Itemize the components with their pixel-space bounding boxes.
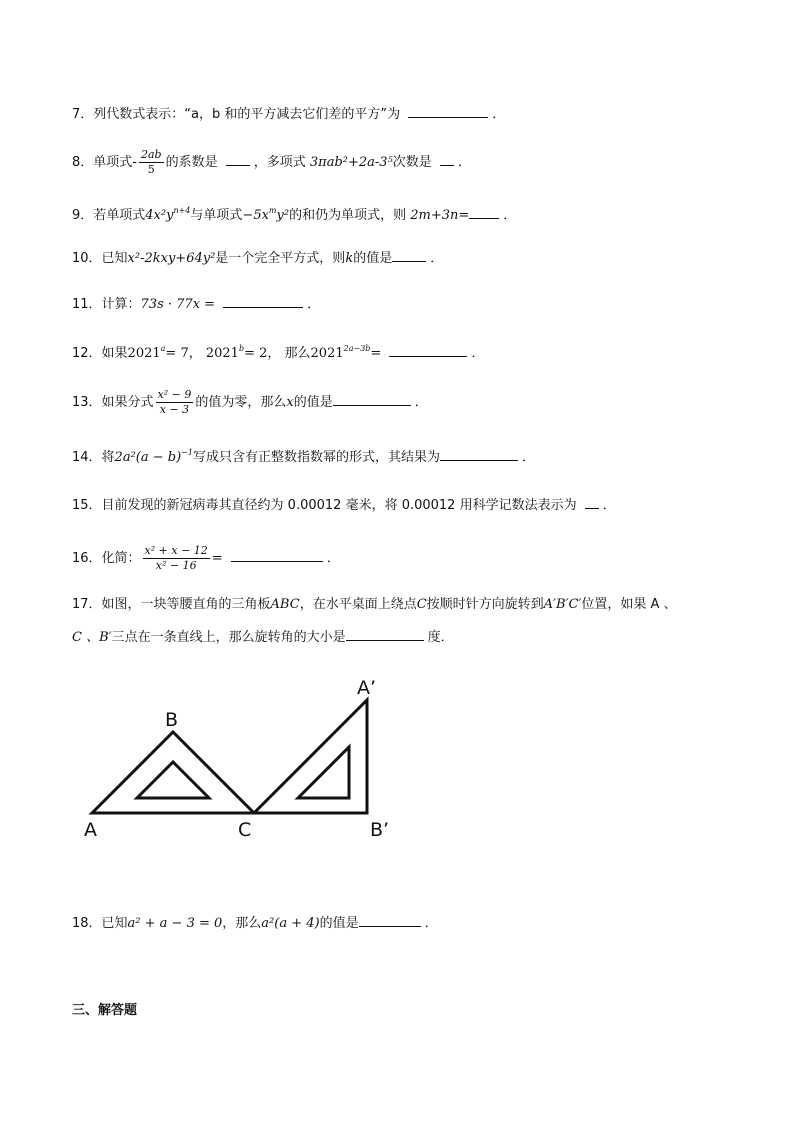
answer-blank[interactable] xyxy=(223,294,303,308)
answer-blank[interactable] xyxy=(440,447,518,461)
question-10: 10．已知x²-2kxy+64y²是一个完全平方式，则k的值是 ． xyxy=(72,248,443,268)
answer-blank[interactable] xyxy=(585,495,599,509)
question-18: 18．已知a² + a − 3 = 0，那么a²(a + 4)的值是 ． xyxy=(72,913,438,933)
question-17-line-1: 17．如图，一块等腰直角的三角板ABC，在水平桌面上绕点C按顺时针方向旋转到A′B′C′位置，如果 A 、 xyxy=(72,597,677,612)
label-a-prime: A’ xyxy=(357,677,377,699)
answer-blank[interactable] xyxy=(226,152,250,166)
triangle-abc-inner-cutout xyxy=(137,762,209,798)
question-15: 15．目前发现的新冠病毒其直径约为 0.00012 毫米，将 0.00012 用科学记数法表示为 ． xyxy=(72,495,616,515)
label-c: C xyxy=(238,819,252,841)
fraction: $\frac{2ab}{5}$ xyxy=(140,148,162,176)
answer-blank[interactable] xyxy=(408,104,488,118)
answer-blank[interactable] xyxy=(346,627,424,641)
question-12: 12．如果$2021^a= 7$， $2021^b= 2$， 那么$2021^{2a-3b}=$ ． xyxy=(72,344,485,361)
question-13: 13．如果分式 $\frac{\text{x² − 9}}{x - 3}$ 的值为零，那么x的值是 ． xyxy=(72,388,428,416)
answer-blank[interactable] xyxy=(392,248,426,262)
answer-blank[interactable] xyxy=(359,913,421,927)
question-17-line-2: C 、B′三点在一条直线上，那么旋转角的大小是 度． xyxy=(72,627,454,647)
answer-blank[interactable] xyxy=(231,548,323,562)
answer-blank[interactable] xyxy=(469,205,499,219)
label-b-prime: B’ xyxy=(370,819,390,841)
triangle-rotated-inner-cutout xyxy=(298,747,349,798)
triangle-rotation-figure xyxy=(80,670,410,845)
question-16: 16．化简： $\frac{\text{x² + x − 12}}{\text{x² − 16}}$ = ． xyxy=(72,544,340,572)
question-7: 7．列代数式表示：“a，b 和的平方减去它们差的平方”为 ． xyxy=(72,104,505,124)
question-8: 8．单项式- $\frac{2ab}{5}$ 的系数是 ，多项式 3πab²+2a-3⁵次数是 ． xyxy=(72,148,471,176)
answer-blank[interactable] xyxy=(440,152,454,166)
triangle-abc xyxy=(92,732,254,813)
fraction: $\frac{\text{x² + x − 12}}{\text{x² − 16}}$ xyxy=(144,544,208,572)
answer-blank[interactable] xyxy=(333,392,411,406)
fraction: $\frac{\text{x² − 9}}{x - 3}$ xyxy=(157,388,192,416)
question-11: 11．计算：73s · 77x = ． xyxy=(72,294,320,314)
section-heading: 三、解答题 xyxy=(72,1003,138,1018)
question-9: 9．若单项式$4x^2y^{n+4}$与单项式$-5x^my^2$的和仍为单项式，则 2m+3n= ． xyxy=(72,206,517,223)
label-a: A xyxy=(84,819,97,841)
answer-blank[interactable] xyxy=(389,343,467,357)
question-14: 14．将$2a^2(a - b)^{-1}$写成只含有正整数指数幂的形式，其结果为 ． xyxy=(72,448,535,465)
label-b: B xyxy=(165,709,179,731)
